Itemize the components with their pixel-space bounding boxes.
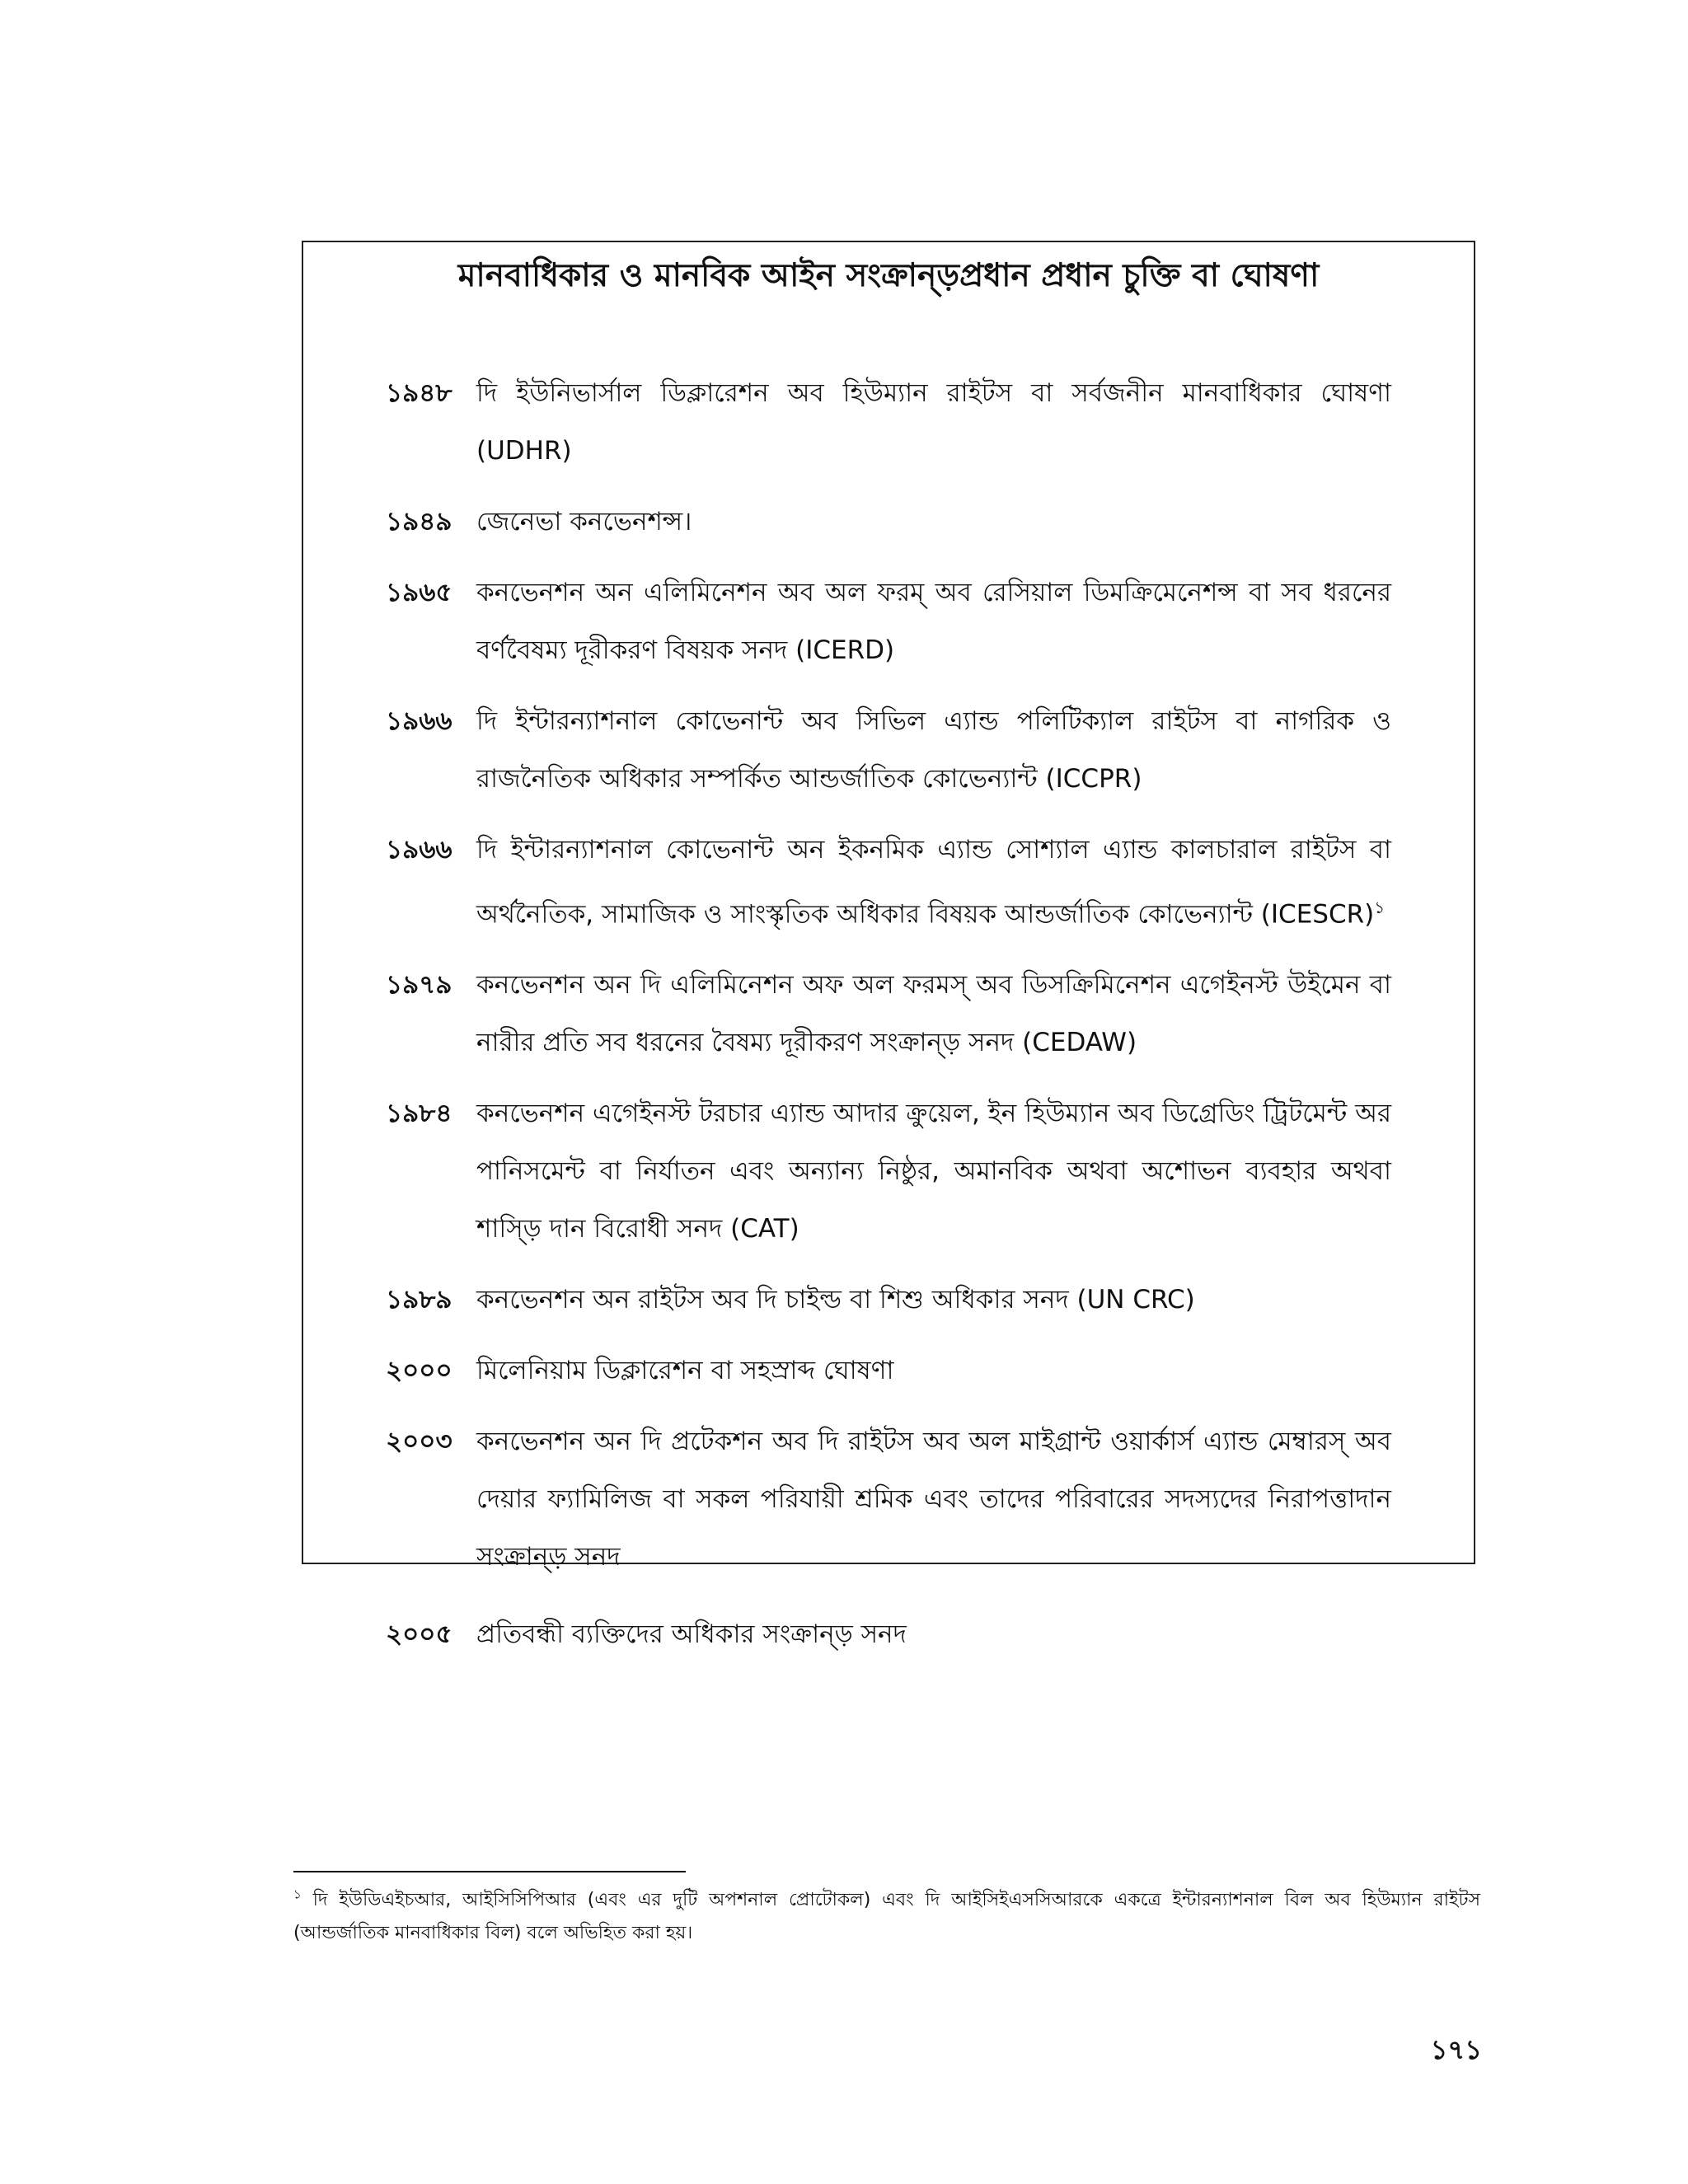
treaty-text: দি ইন্টারন্যাশনাল কোভেনান্ট অন ইকনমিক এ্যান্ড সোশ্যাল এ্যান্ড কালচারাল রাইটস বা অর্থনৈতিক, সামাজিক ও সাংস্কৃতিক অধিকার বিষয়ক আন্ডর্জাতিক কোভেন্যান্ট (ICESCR) (476, 835, 1391, 930)
treaty-year: ১৯৬৫ (386, 578, 452, 607)
treaty-text: প্রতিবন্ধী ব্যক্তিদের অধিকার সংক্রান্ড় সনদ (476, 1619, 907, 1650)
footnote-divider (293, 1871, 686, 1872)
treaty-year: ১৯৪৮ (386, 378, 452, 408)
treaty-entry (386, 493, 1391, 551)
treaty-entry (386, 821, 1391, 943)
treaty-list (386, 364, 1391, 1676)
treaty-entry (386, 564, 1391, 679)
treaty-year: ১৯৭৯ (386, 970, 452, 1001)
page-number: ১৭১ (1430, 2034, 1482, 2065)
treaty-box (302, 241, 1475, 1650)
treaty-text-with-note (476, 821, 1391, 943)
treaty-year: ১৯৪৯ (386, 507, 452, 537)
treaty-text: কনভেনশন অন দি এলিমিনেশন অফ অল ফরমস্ অব ডিসক্রিমিনেশন এগেইনস্ট উইমেন বা নারীর প্রতি সব ধরনের বৈষম্য দূরীকরণ সংক্রান্ড় সনদ (CEDAW) (476, 970, 1391, 1058)
footnote-mark: ১ (293, 1886, 302, 1902)
treaty-text: দি ইউনিভার্সাল ডিক্লারেশন অব হিউম্যান রাইটস বা সর্বজনীন মানবাধিকার ঘোষণা (UDHR) (476, 378, 1391, 466)
treaty-text: জেনেভা কনভেনশন্স। (476, 507, 692, 537)
treaty-text: মিলেনিয়াম ডিক্লারেশন বা সহস্রাব্দ ঘোষণা (476, 1356, 894, 1386)
treaty-text: কনভেনশন অন দি প্রটেকশন অব দি রাইটস অব অল মাইগ্রান্ট ওয়ার্কার্স এ্যান্ড মেম্বারস্ অব দেয়ার ফ্যামিলিজ বা সকল পরিযায়ী শ্রমিক এবং তাদের পরিবারের সদস্যদের নিরাপত্তাদান সংক্রান্ড় সনদ (476, 1427, 1391, 1572)
treaty-entry (386, 1413, 1391, 1586)
treaty-entry (386, 956, 1391, 1071)
treaty-year: ১৯৬৬ (386, 835, 452, 865)
footnote (293, 1884, 1480, 1950)
treaty-entry (386, 364, 1391, 480)
treaty-entry (386, 1605, 1391, 1663)
treaty-year: ১৯৮৪ (386, 1099, 452, 1129)
treaty-year: ২০০০ (386, 1356, 452, 1386)
treaty-year: ২০০৩ (386, 1427, 452, 1457)
treaty-entry (386, 1271, 1391, 1329)
treaty-entry (386, 1085, 1391, 1258)
treaty-text: কনভেনশন অন রাইটস অব দি চাইল্ড বা শিশু অধিকার সনদ (UN CRC) (476, 1285, 1195, 1315)
treaty-year: ২০০৫ (386, 1619, 452, 1650)
treaty-text: কনভেনশন এগেইনস্ট টরচার এ্যান্ড আদার ক্রুয়েল, ইন হিউম্যান অব ডিগ্রেডিং ট্রিটমেন্ট অর পানিসমেন্ট বা নির্যাতন এবং অন্যান্য নিষ্ঠুর, অমানবিক অথবা অশোভন ব্যবহার অথবা শাস্ড়ি দান বিরোধী সনদ (CAT) (476, 1099, 1391, 1244)
box-title: মানবাধিকার ও মানবিক আইন সংক্রান্ড়প্রধান প্রধান চুক্তি বা ঘোষণা (457, 257, 1320, 294)
treaty-text: কনভেনশন অন এলিমিনেশন অব অল ফরম্ অব রেসিয়াল ডিমক্রিমেনেশন্স বা সব ধরনের বর্ণবৈষম্য দূরীকরণ বিষয়ক সনদ (ICERD) (476, 578, 1391, 665)
footnote-reference[interactable]: ১ (1374, 898, 1386, 917)
treaty-entry (386, 1342, 1391, 1399)
footnote-text: দি ইউডিএইচআর, আইসিসিপিআর (এবং এর দুটি অপশনাল প্রোটোকল) এবং দি আইসিইএসসিআরকে একত্রে ইন্টারন্যাশনাল বিল অব হিউম্যান রাইটস (আন্ডর্জাতিক মানবাধিকার বিল) বলে অভিহিত করা হয়। (293, 1890, 1481, 1943)
treaty-year: ১৯৮৯ (386, 1285, 452, 1315)
treaty-text: দি ইন্টারন্যাশনাল কোভেনান্ট অব সিভিল এ্যান্ড পলিটিক্যাল রাইটস বা নাগরিক ও রাজনৈতিক অধিকার সম্পর্কিত আন্ডর্জাতিক কোভেন্যান্ট (ICCPR) (476, 706, 1391, 794)
treaty-entry (386, 692, 1391, 808)
treaty-year: ১৯৬৬ (386, 706, 452, 736)
